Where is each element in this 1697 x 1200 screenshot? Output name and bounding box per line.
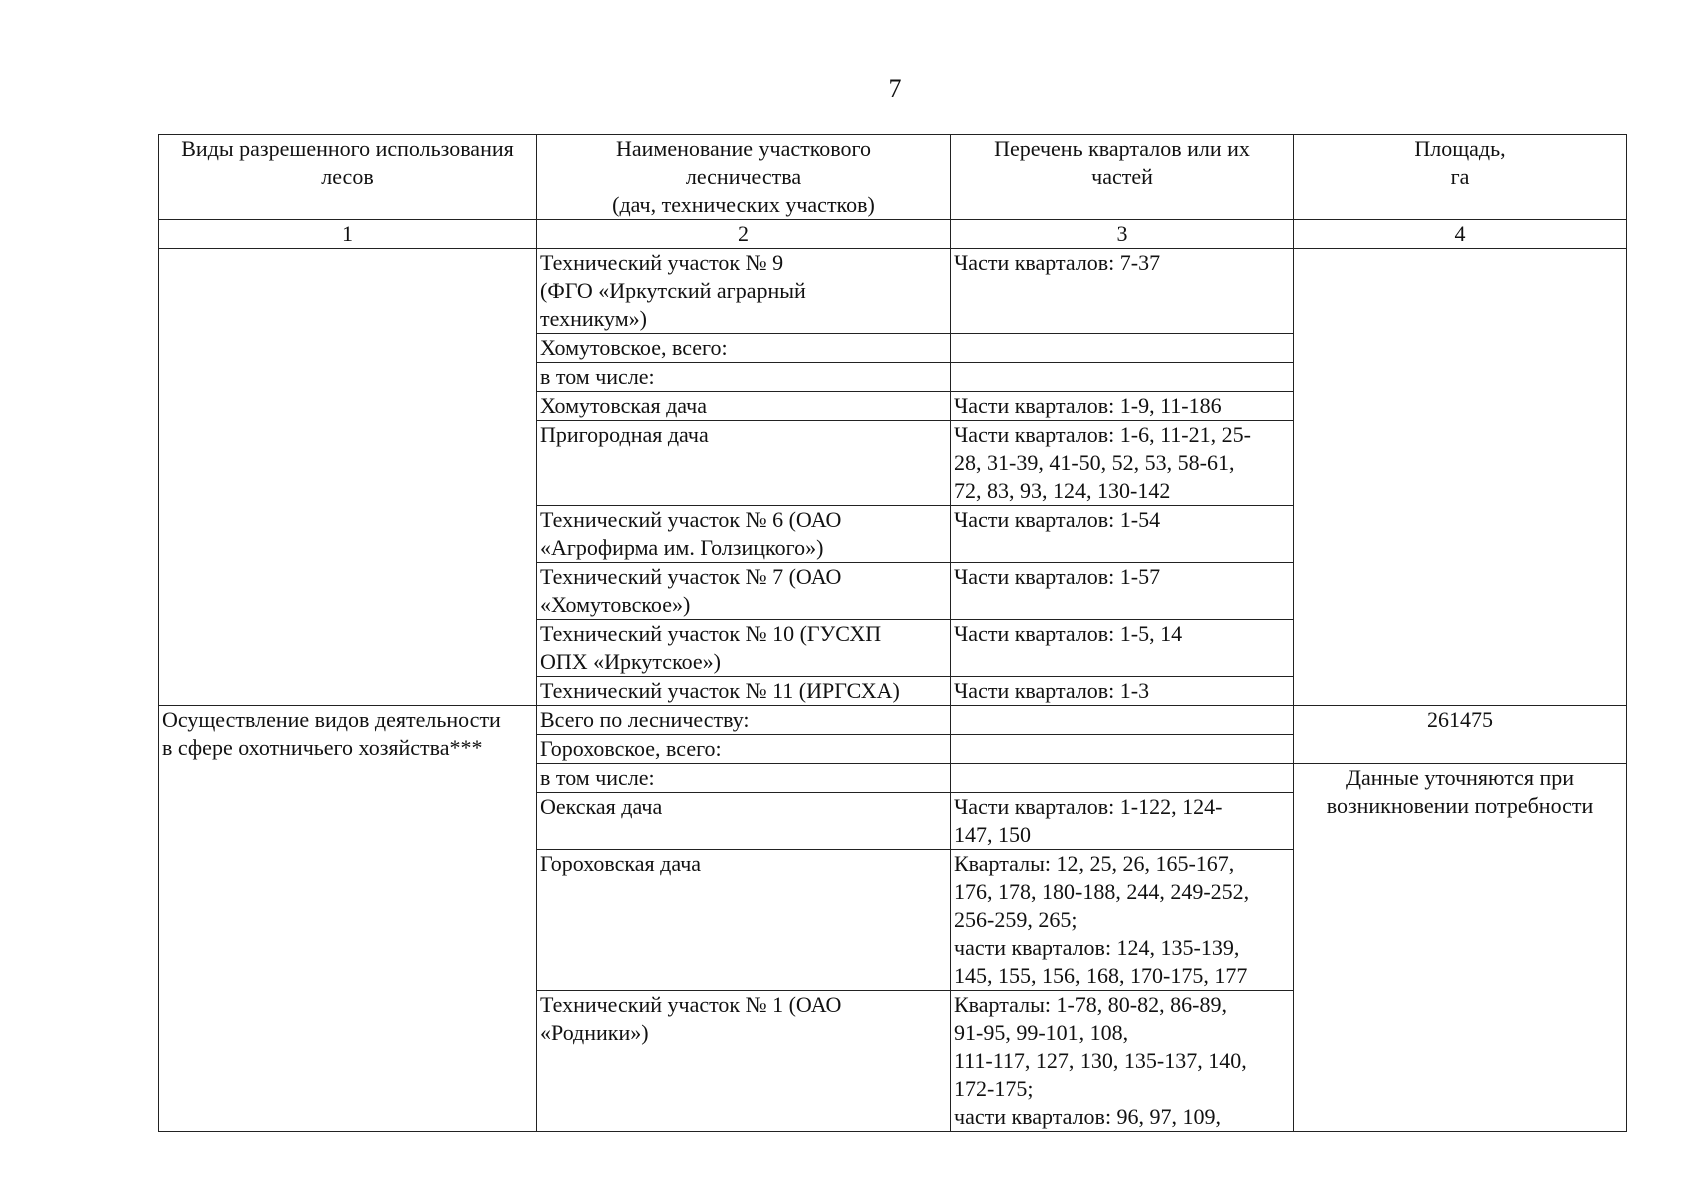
- text-line: Части кварталов: 1-3: [954, 678, 1150, 703]
- text-line: техникум»): [540, 306, 647, 331]
- quarters-cell: [951, 506, 1294, 563]
- header-use-type: [159, 135, 537, 220]
- area-cell-empty: [1294, 249, 1627, 706]
- text-line: Технический участок № 6 (ОАО: [540, 507, 842, 532]
- text-line: 72, 83, 93, 124, 130-142: [954, 478, 1171, 503]
- text-line: 147, 150: [954, 822, 1031, 847]
- use-type-cell-empty: [159, 249, 537, 706]
- quarters-cell: [951, 249, 1294, 334]
- header-area: [1294, 135, 1627, 220]
- forest-use-table: [158, 134, 1627, 1132]
- text-line: Кварталы: 1-78, 80-82, 86-89,: [954, 992, 1227, 1017]
- forestry-name-cell: [537, 620, 951, 677]
- forestry-name-cell: [537, 793, 951, 850]
- text-line: Кварталы: 12, 25, 26, 165-167,: [954, 851, 1235, 876]
- header-forestry-name: [537, 135, 951, 220]
- header-line: Площадь,: [1414, 136, 1506, 161]
- table-row: [159, 249, 1627, 334]
- header-line: Виды разрешенного использования: [181, 136, 514, 161]
- text-line: 111-117, 127, 130, 135-137, 140,: [954, 1048, 1247, 1073]
- area-total-cell: 261475: [1294, 706, 1627, 764]
- text-line: Данные уточняются при: [1345, 765, 1575, 790]
- column-number-row: [159, 220, 1627, 249]
- header-line: Перечень кварталов или их: [994, 136, 1250, 161]
- forestry-name-cell: [537, 850, 951, 991]
- text-line: Части кварталов: 1-57: [954, 564, 1161, 589]
- table-row: [159, 706, 1627, 735]
- text-line: Части кварталов: 1-122, 124-: [954, 794, 1223, 819]
- forestry-name-cell: [537, 677, 951, 706]
- column-number: 4: [1294, 220, 1627, 249]
- forestry-name-cell: [537, 421, 951, 506]
- text-line: Хомутовское, всего:: [540, 335, 728, 360]
- quarters-cell: [951, 563, 1294, 620]
- quarters-cell: [951, 334, 1294, 363]
- header-line: Наименование участкового: [615, 136, 872, 161]
- text-line: Осуществление видов деятельности: [162, 707, 501, 732]
- text-line: Оекская дача: [540, 794, 663, 819]
- quarters-cell: [951, 850, 1294, 991]
- text-line: ОПХ «Иркутское»): [540, 649, 722, 674]
- text-line: в том числе:: [540, 765, 655, 790]
- text-line: части кварталов: 96, 97, 109,: [954, 1104, 1222, 1129]
- text-line: Части кварталов: 1-5, 14: [954, 621, 1183, 646]
- text-line: Хомутовская дача: [540, 393, 707, 418]
- text-line: Части кварталов: 1-54: [954, 507, 1161, 532]
- text-line: 172-175;: [954, 1076, 1034, 1101]
- text-line: возникновении потребности: [1326, 793, 1594, 818]
- quarters-cell: [951, 620, 1294, 677]
- use-type-cell: [159, 706, 537, 1132]
- column-number: 1: [159, 220, 537, 249]
- header-quarters: [951, 135, 1294, 220]
- quarters-cell: [951, 421, 1294, 506]
- table-header-row: [159, 135, 1627, 220]
- forestry-name-cell: [537, 706, 951, 735]
- quarters-cell: [951, 991, 1294, 1132]
- quarters-cell: [951, 764, 1294, 793]
- text-line: в том числе:: [540, 364, 655, 389]
- text-line: Технический участок № 7 (ОАО: [540, 564, 842, 589]
- text-line: Технический участок № 1 (ОАО: [540, 992, 842, 1017]
- header-line: (дач, технических участков): [612, 192, 875, 217]
- forestry-name-cell: [537, 735, 951, 764]
- quarters-cell: [951, 392, 1294, 421]
- area-note-cell: [1294, 764, 1627, 1132]
- forestry-name-cell: [537, 392, 951, 421]
- header-line: га: [1450, 164, 1470, 189]
- text-line: «Родники»): [540, 1020, 649, 1045]
- forestry-name-cell: [537, 249, 951, 334]
- column-number: 3: [951, 220, 1294, 249]
- text-line: части кварталов: 124, 135-139,: [954, 935, 1240, 960]
- quarters-cell: [951, 706, 1294, 735]
- text-line: Части кварталов: 7-37: [954, 250, 1161, 275]
- forestry-name-cell: [537, 334, 951, 363]
- column-number: 2: [537, 220, 951, 249]
- quarters-cell: [951, 677, 1294, 706]
- text-line: Технический участок № 9: [540, 250, 784, 275]
- text-line: 145, 155, 156, 168, 170-175, 177: [954, 963, 1248, 988]
- quarters-cell: [951, 363, 1294, 392]
- text-line: Гороховское, всего:: [540, 736, 722, 761]
- quarters-cell: [951, 735, 1294, 764]
- forestry-name-cell: [537, 563, 951, 620]
- text-line: 256-259, 265;: [954, 907, 1078, 932]
- text-line: 176, 178, 180-188, 244, 249-252,: [954, 879, 1250, 904]
- text-line: Части кварталов: 1-6, 11-21, 25-: [954, 422, 1251, 447]
- forestry-name-cell: [537, 991, 951, 1132]
- forestry-name-cell: [537, 506, 951, 563]
- text-line: Пригородная дача: [540, 422, 709, 447]
- text-line: «Хомутовское»): [540, 592, 691, 617]
- header-line: лесничества: [685, 164, 802, 189]
- forestry-name-cell: [537, 764, 951, 793]
- text-line: 28, 31-39, 41-50, 52, 53, 58-61,: [954, 450, 1235, 475]
- page-number: 7: [888, 74, 902, 103]
- forestry-name-cell: [537, 363, 951, 392]
- text-line: Всего по лесничеству:: [540, 707, 750, 732]
- text-line: Технический участок № 11 (ИРГСХА): [540, 678, 900, 703]
- text-line: «Агрофирма им. Голзицкого»): [540, 535, 824, 560]
- text-line: 91-95, 99-101, 108,: [954, 1020, 1129, 1045]
- text-line: (ФГО «Иркутский аграрный: [540, 278, 806, 303]
- text-line: в сфере охотничьего хозяйства***: [162, 735, 483, 760]
- text-line: Гороховская дача: [540, 851, 702, 876]
- quarters-cell: [951, 793, 1294, 850]
- header-line: лесов: [321, 164, 374, 189]
- text-line: Части кварталов: 1-9, 11-186: [954, 393, 1222, 418]
- header-line: частей: [1091, 164, 1153, 189]
- text-line: Технический участок № 10 (ГУСХП: [540, 621, 882, 646]
